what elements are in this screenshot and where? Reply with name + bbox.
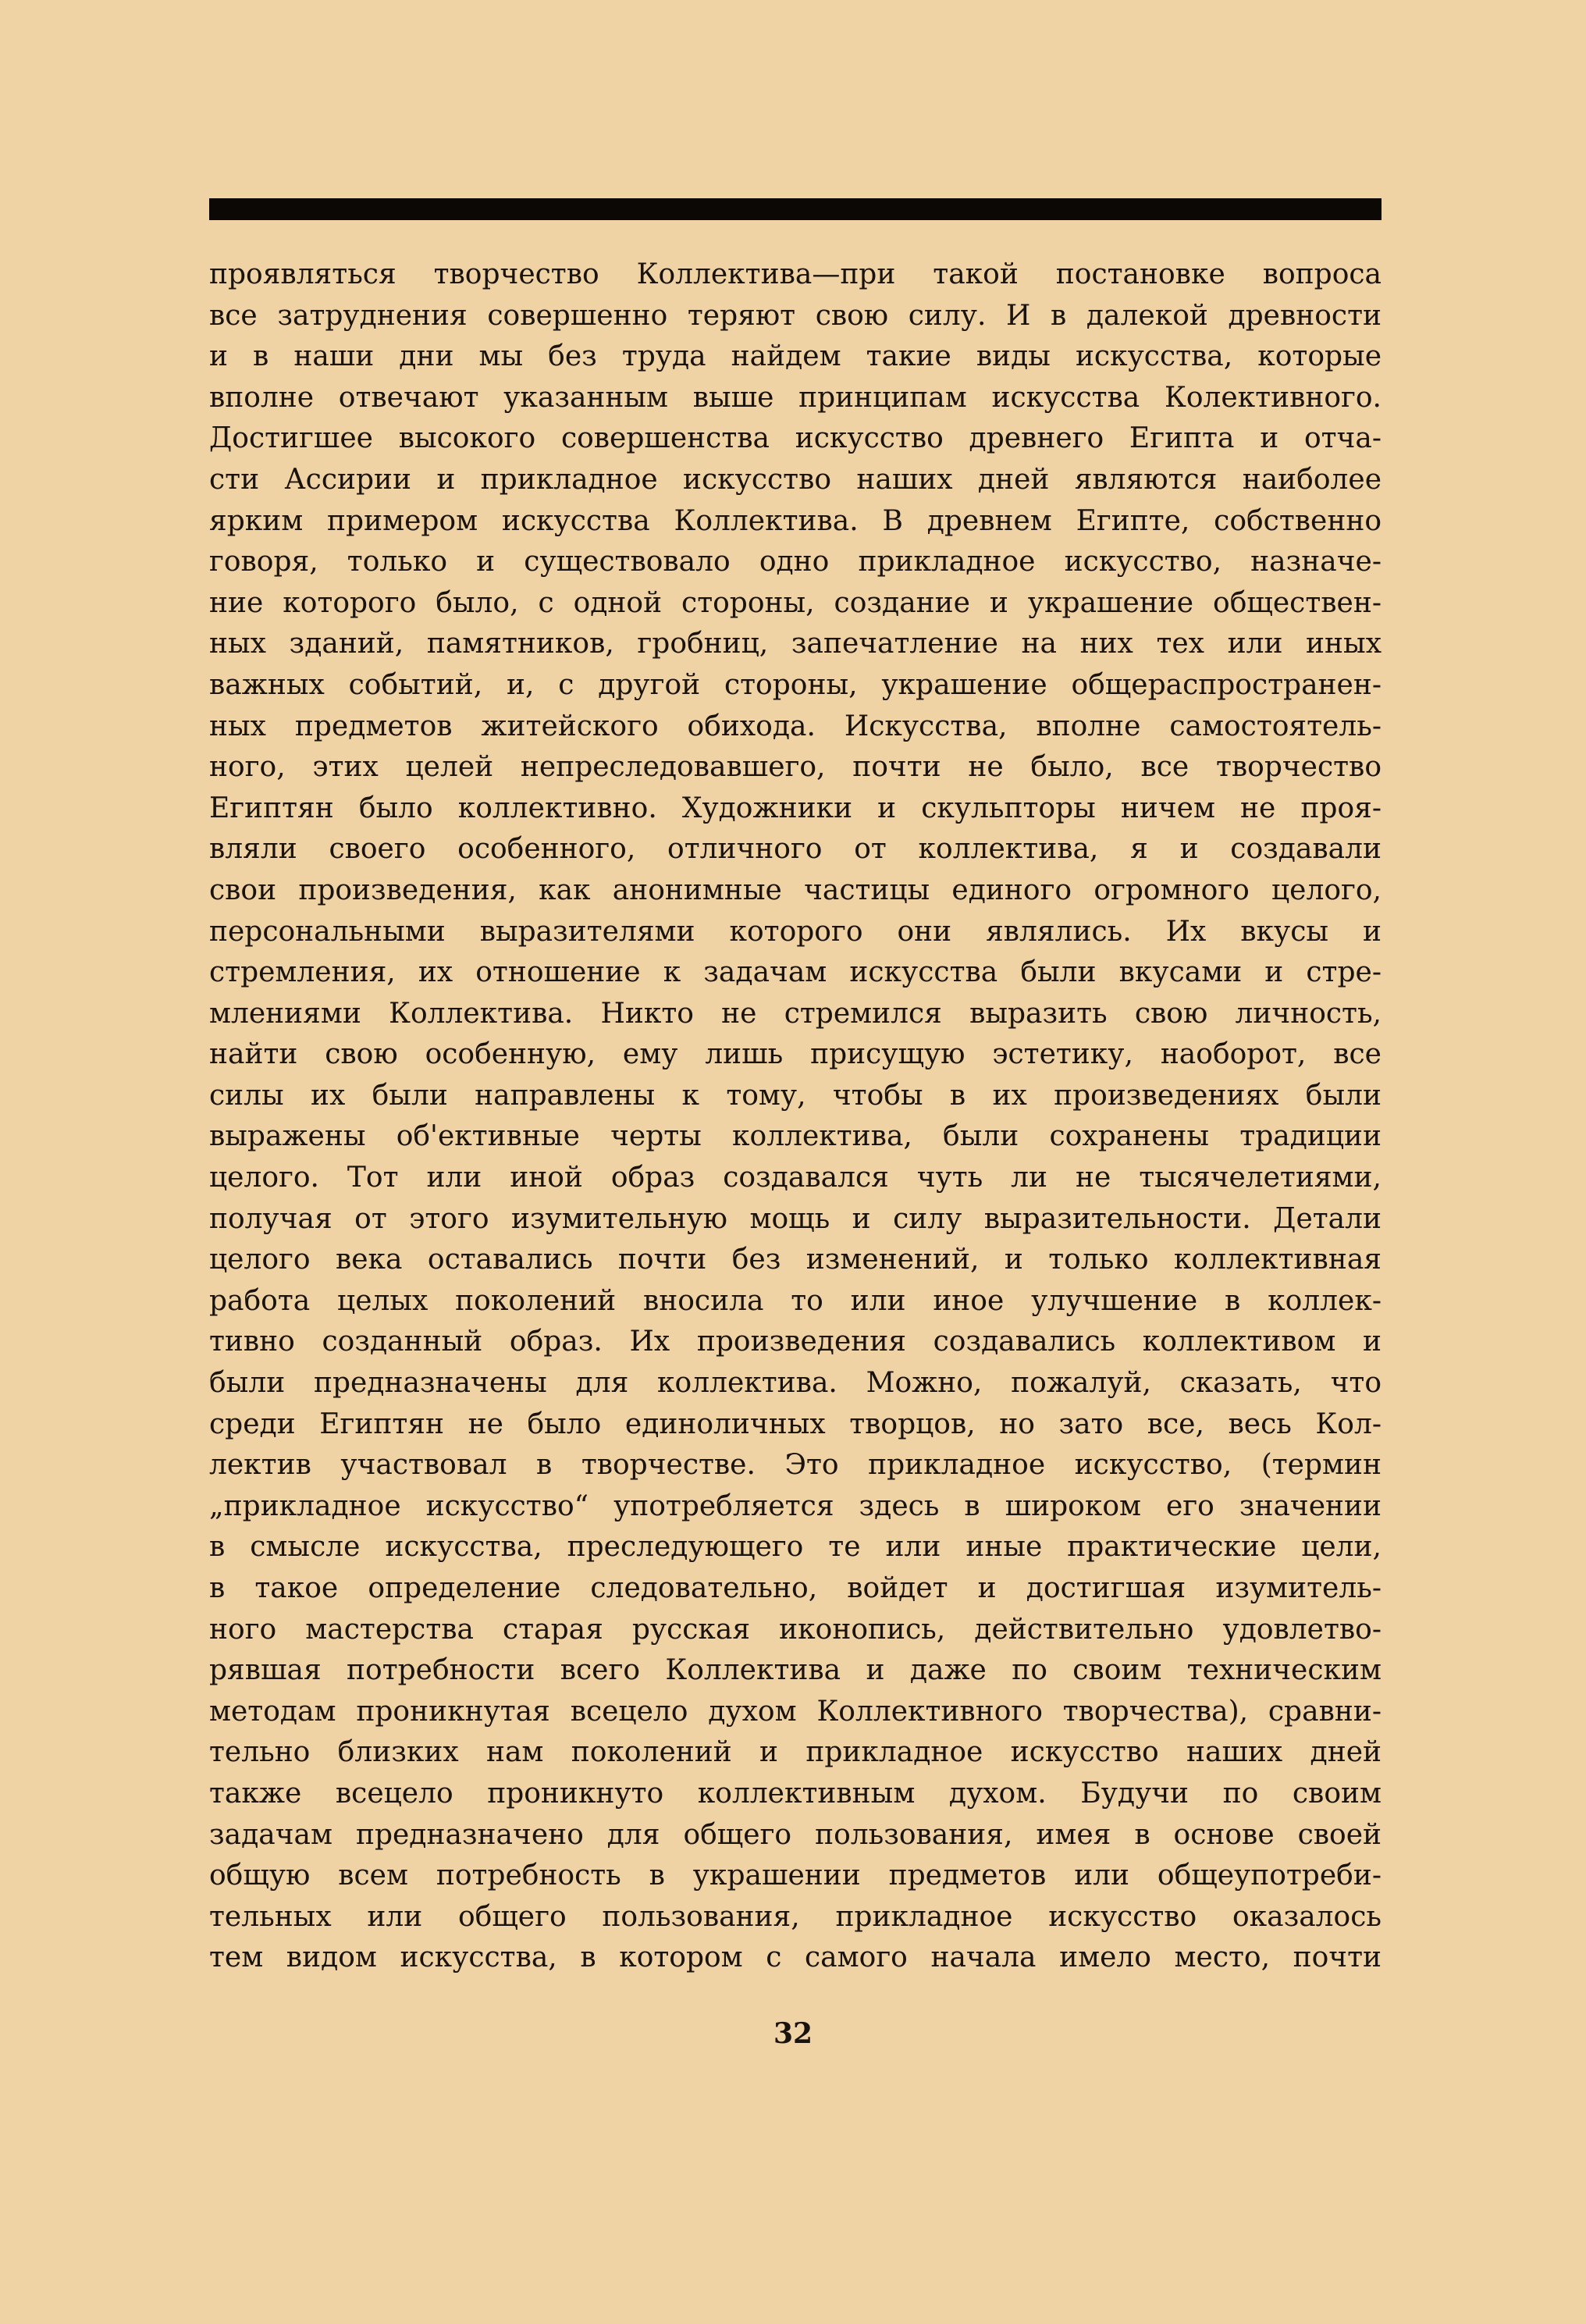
text-line: силы их были направлены к тому, чтобы в их произведениях были (209, 1079, 1382, 1112)
text-line: тивно созданный образ. Их произведения создавались коллективом и (209, 1326, 1382, 1358)
text-line: целого. Тот или иной образ создавался чуть ли не тысячелетиями, (209, 1162, 1382, 1194)
text-line: тельно близких нам поколений и прикладное искусство наших дней (209, 1736, 1382, 1769)
text-line: стремления, их отношение к задачам искусства были вкусами и стре- (209, 956, 1382, 989)
text-line: проявляться творчество Коллектива—при такой постановке вопроса (209, 258, 1382, 290)
text-line: свои произведения, как анонимные частицы единого огромного целого, (209, 874, 1382, 906)
text-line: выражены об'ективные черты коллектива, были сохранены традиции (209, 1120, 1382, 1153)
text-line: ние которого было, с одной стороны, создание и украшение обществен- (209, 586, 1382, 619)
body-text (209, 254, 1382, 1979)
text-line: персональными выразителями которого они являлись. Их вкусы и (209, 915, 1382, 948)
text-line: лектив участвовал в творчестве. Это прикладное искусство, (термин (209, 1449, 1382, 1482)
text-line: вполне отвечают указанным выше принципам искусства Колективного. (209, 381, 1382, 414)
text-line: получая от этого изумительную мощь и силу выразительности. Детали (209, 1202, 1382, 1235)
text-line: в смысле искусства, преследующего те или иные практические цели, (209, 1531, 1382, 1564)
page-number: 32 (773, 2017, 813, 2050)
text-line: были предназначены для коллектива. Можно, пожалуй, сказать, что (209, 1367, 1382, 1400)
text-line: ного мастерства старая русская иконопись, действительно удовлетво- (209, 1613, 1382, 1646)
text-line: говоря, только и существовало одно прикладное искусство, назначе- (209, 546, 1382, 578)
text-line: работа целых поколений вносила то или иное улучшение в коллек- (209, 1284, 1382, 1317)
text-line: Египтян было коллективно. Художники и скульпторы ничем не проя- (209, 792, 1382, 824)
text-line: вляли своего особенного, отличного от коллектива, я и создавали (209, 833, 1382, 866)
text-line: тем видом искусства, в котором с самого начала имело место, почти (209, 1941, 1382, 1974)
text-line: методам проникнутая всецело духом Коллективного творчества), сравни- (209, 1695, 1382, 1728)
text-line: найти свою особенную, ему лишь присущую эстетику, наоборот, все (209, 1038, 1382, 1071)
text-line: ных зданий, памятников, гробниц, запечатление на них тех или иных (209, 628, 1382, 660)
text-line: задачам предназначено для общего пользования, имея в основе своей (209, 1818, 1382, 1851)
text-line: общую всем потребность в украшении предметов или общеупотреби- (209, 1860, 1382, 1892)
text-line: ного, этих целей непреследовавшего, почти не было, все творчество (209, 751, 1382, 784)
text-line: рявшая потребности всего Коллектива и даже по своим техническим (209, 1654, 1382, 1687)
text-line: ных предметов житейского обихода. Искусства, вполне самостоятель- (209, 710, 1382, 742)
text-line: Достигшее высокого совершенства искусство древнего Египта и отча- (209, 422, 1382, 455)
text-line: важных событий, и, с другой стороны, украшение общераспространен- (209, 668, 1382, 701)
text-line: среди Египтян не было единоличных творцов, но зато все, весь Кол- (209, 1408, 1382, 1440)
text-line: целого века оставались почти без изменений, и только коллективная (209, 1244, 1382, 1276)
text-line: тельных или общего пользования, прикладное искусство оказалось (209, 1900, 1382, 1933)
text-line: сти Ассирии и прикладное искусство наших дней являются наиболее (209, 463, 1382, 496)
text-line: ярким примером искусства Коллектива. В древнем Египте, собственно (209, 504, 1382, 537)
text-line: млениями Коллектива. Никто не стремился выразить свою личность, (209, 997, 1382, 1030)
text-line: и в наши дни мы без труда найдем такие виды искусства, которые (209, 340, 1382, 373)
top-rule (209, 198, 1382, 220)
text-line: также всецело проникнуто коллективным духом. Будучи по своим (209, 1777, 1382, 1810)
text-line: „прикладное искусство“ употребляется здесь в широком его значении (209, 1489, 1382, 1522)
text-line: все затруднения совершенно теряют свою силу. И в далекой древности (209, 299, 1382, 332)
text-line: в такое определение следовательно, войдет и достигшая изумитель- (209, 1572, 1382, 1604)
